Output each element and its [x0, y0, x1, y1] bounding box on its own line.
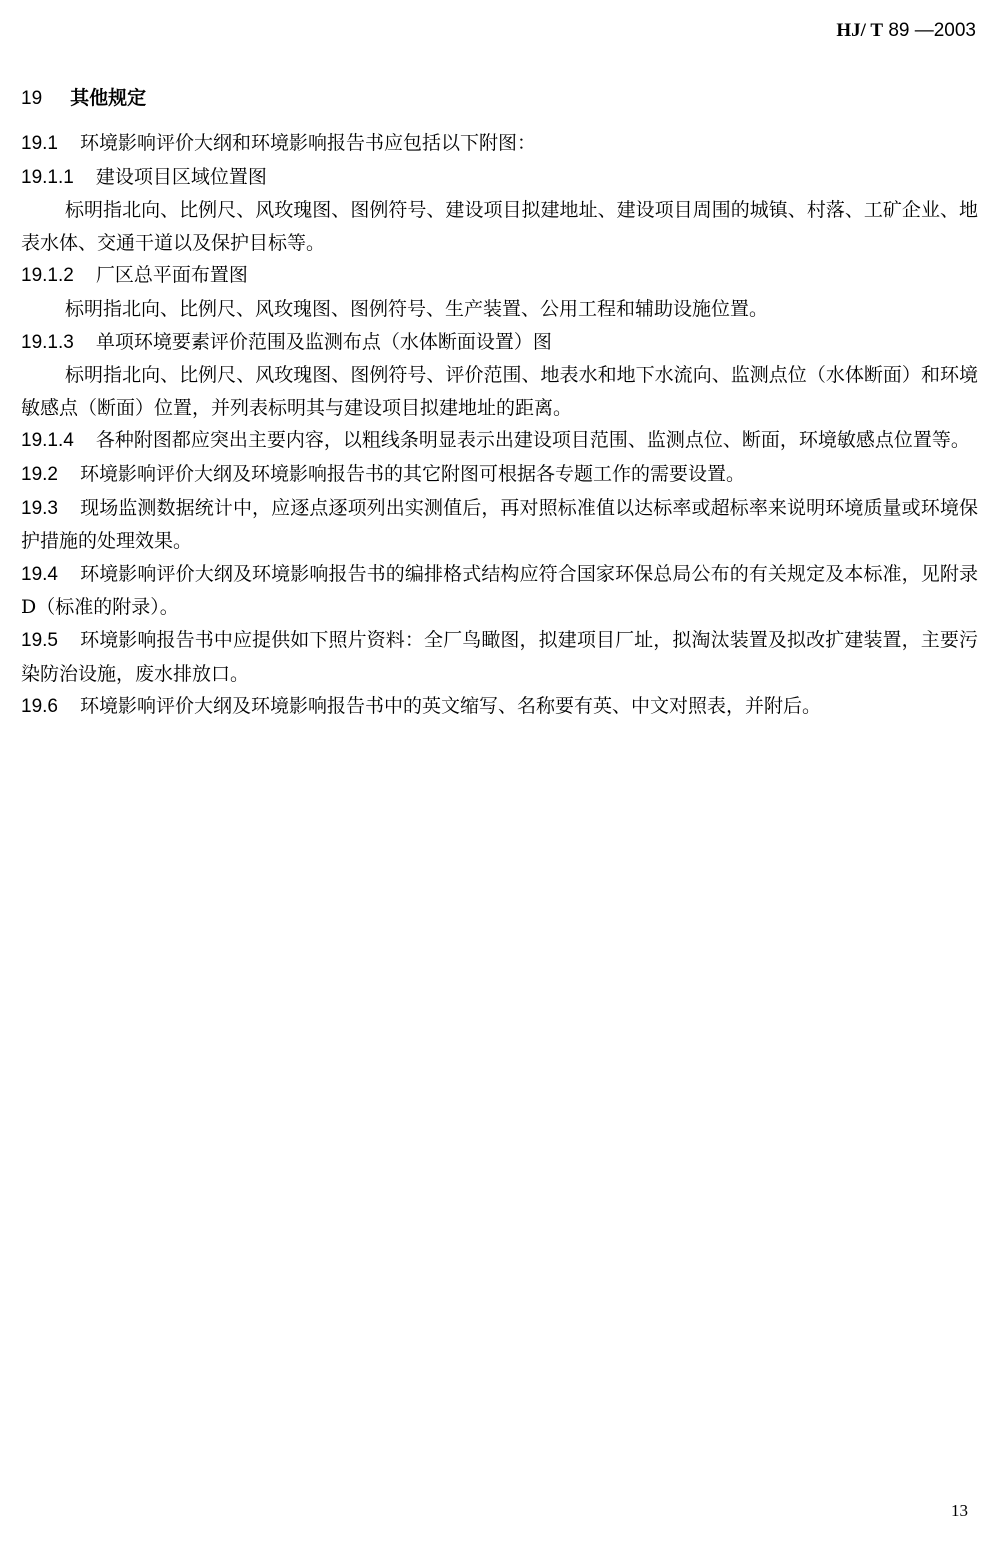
standard-code: HJ/ T — [836, 20, 884, 41]
page-number: 13 — [951, 1501, 968, 1520]
paragraph-19-1-2-body — [21, 293, 978, 326]
clause-text: 环境影响报告书中应提供如下照片资料：全厂鸟瞰图，拟建项目厂址，拟淘汰装置及拟改扩建装置，主要污染防治设施，废水排放口。 — [21, 628, 978, 685]
clause-text: 厂区总平面布置图 — [95, 264, 248, 287]
clause-number: 19.1.2 — [21, 265, 74, 287]
paragraph-19-1-1-body — [21, 194, 978, 259]
page-header — [836, 20, 976, 42]
paragraph-19-5 — [21, 624, 978, 690]
paragraph-19-3 — [21, 492, 978, 558]
paragraph-19-1-4 — [21, 424, 978, 458]
paragraph-19-1-3 — [21, 326, 978, 360]
paragraph-19-1-3-body — [21, 359, 978, 424]
clause-text: 现场监测数据统计中，应逐点逐项列出实测值后，再对照标准值以达标率或超标率来说明环境质量或环境保护措施的处理效果。 — [21, 496, 978, 553]
clause-text: 标明指北向、比例尺、风玫瑰图、图例符号、评价范围、地表水和地下水流向、监测点位（水体断面）和环境敏感点（断面）位置，并列表标明其与建设项目拟建地址的距离。 — [21, 364, 978, 419]
clause-number: 19.1 — [21, 133, 58, 154]
clause-text: 环境影响评价大纲及环境影响报告书中的英文缩写、名称要有英、中文对照表，并附后。 — [79, 695, 821, 718]
clause-number: 19.4 — [21, 563, 58, 585]
section-number: 19 — [21, 88, 43, 109]
clause-number: 19.2 — [21, 463, 58, 485]
clause-text: 标明指北向、比例尺、风玫瑰图、图例符号、建设项目拟建地址、建设项目周围的城镇、村落、工矿企业、地表水体、交通干道以及保护目标等。 — [21, 199, 978, 254]
paragraph-19-4 — [21, 558, 978, 624]
paragraph-19-1-2 — [21, 259, 978, 293]
clause-text: 建设项目区域位置图 — [95, 165, 267, 188]
clause-number: 19.1.4 — [21, 430, 74, 452]
paragraph-19-6 — [21, 690, 978, 724]
clause-text: 单项环境要素评价范围及监测布点（水体断面设置）图 — [95, 330, 552, 353]
standard-number: 89 —2003 — [888, 20, 976, 41]
paragraph-19-1-1 — [21, 161, 978, 195]
clause-number: 19.5 — [21, 629, 58, 651]
paragraph-19-2 — [21, 458, 978, 492]
clause-number: 19.6 — [21, 696, 58, 718]
clause-text: 环境影响评价大纲和环境影响报告书应包括以下附图： — [79, 132, 536, 154]
document-body — [21, 127, 978, 724]
clause-text: 标明指北向、比例尺、风玫瑰图、图例符号、生产装置、公用工程和辅助设施位置。 — [65, 297, 769, 320]
paragraph-19-1 — [21, 127, 978, 161]
section-title: 其他规定 — [70, 87, 147, 109]
clause-number: 19.3 — [21, 497, 58, 519]
clause-number: 19.1.3 — [21, 331, 74, 353]
clause-text: 环境影响评价大纲及环境影响报告书的其它附图可根据各专题工作的需要设置。 — [79, 462, 745, 485]
clause-text: 环境影响评价大纲及环境影响报告书的编排格式结构应符合国家环保总局公布的有关规定及本标准，见附录 D（标准的附录）。 — [21, 562, 978, 619]
clause-number: 19.1.1 — [21, 166, 74, 188]
clause-text: 各种附图都应突出主要内容，以粗线条明显表示出建设项目范围、监测点位、断面，环境敏感点位置等。 — [95, 429, 970, 452]
section-heading — [21, 83, 146, 110]
